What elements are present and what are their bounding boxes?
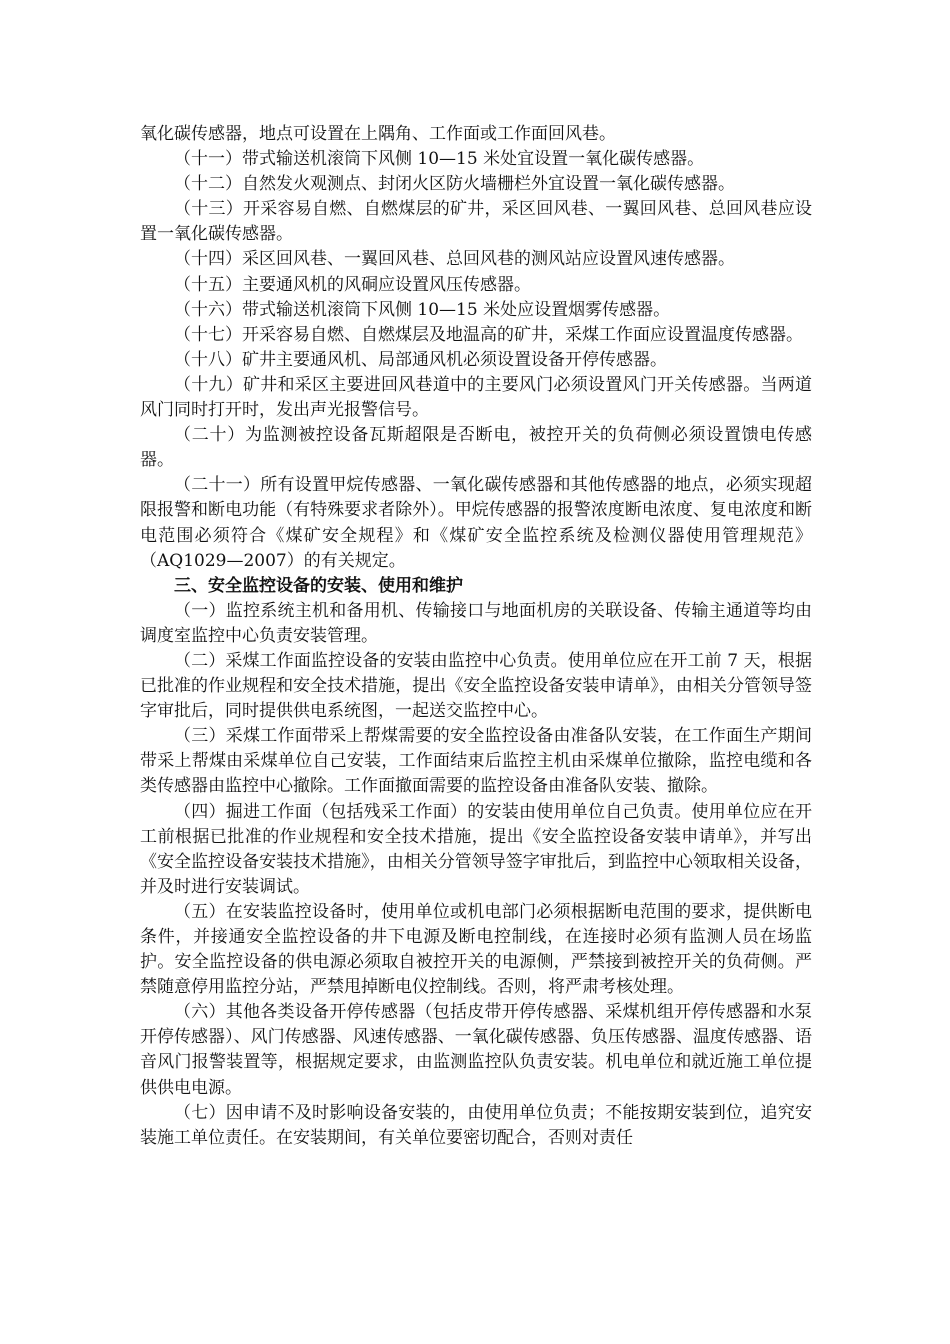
clause-17: （十七）开采容易自燃、自燃煤层及地温高的矿井，采煤工作面应设置温度传感器。 [174,324,803,345]
clause-21: （二十一）所有设置甲烷传感器、一氧化碳传感器和其他传感器的地点，必须实现超限报警和断电功能（有特殊要求者除外）。甲烷传感器的报警浓度断电浓度、复电浓度和断电范围必须符合《煤矿安全规程》和《煤矿安全监控系统及检测仪器使用管理规范》（AQ1029—2007）的有关规定。 [140,475,812,571]
item-2: （二）采煤工作面监控设备的安装由监控中心负责。使用单位应在开工前 7 天，根据已批准的作业规程和安全技术措施，提出《安全监控设备安装申请单》，由相关分管领导签字审批后，同时提供供电系统图，一起送交监控中心。 [140,650,812,722]
clause-14: （十四）采区回风巷、一翼回风巷、总回风巷的测风站应设置风速传感器。 [174,249,735,270]
item-3: （三）采煤工作面带采上帮煤需要的安全监控设备由准备队安装，在工作面生产期间带采上帮煤由采煤单位自己安装，工作面结束后监控主机由采煤单位撤除，监控电缆和各类传感器由监控中心撤除。工作面撤面需要的监控设备由准备队安装、撤除。 [140,726,812,797]
clause-19: （十九）矿井和采区主要进回风巷道中的主要风门必须设置风门开关传感器。当两道风门同时打开时，发出声光报警信号。 [140,374,812,421]
clause-16: （十六）带式输送机滚筒下风侧 10—15 米处应设置烟雾传感器。 [174,299,671,320]
paragraph-continuation: 氧化碳传感器，地点可设置在上隅角、工作面或工作面回风巷。 [140,124,616,144]
clause-13: （十三）开采容易自燃、自燃煤层的矿井，采区回风巷、一翼回风巷、总回风巷应设置一氧化碳传感器。 [140,199,812,245]
clause-18: （十八）矿井主要通风机、局部通风机必须设置设备开停传感器。 [174,349,667,370]
clause-15: （十五）主要通风机的风硐应设置风压传感器。 [174,274,531,295]
item-4: （四）掘进工作面（包括残采工作面）的安装由使用单位自己负责。使用单位应在开工前根据已批准的作业规程和安全技术措施，提出《安全监控设备安装申请单》，并写出《安全监控设备安装技术措施》，由相关分管领导签字审批后，到监控中心领取相关设备，并及时进行安装调试。 [140,801,812,897]
item-1: （一）监控系统主机和备用机、传输接口与地面机房的关联设备、传输主通道等均由调度室监控中心负责安装管理。 [140,600,812,646]
item-7: （七）因申请不及时影响设备安装的，由使用单位负责；不能按期安装到位，追究安装施工单位责任。在安装期间，有关单位要密切配合，否则对责任 [140,1102,812,1148]
clause-12: （十二）自然发火观测点、封闭火区防火墙栅栏外宜设置一氧化碳传感器。 [174,174,735,195]
clause-20: （二十）为监测被控设备瓦斯超限是否断电，被控开关的负荷侧必须设置馈电传感器。 [140,425,812,471]
clause-11: （十一）带式输送机滚筒下风侧 10—15 米处宜设置一氧化碳传感器。 [174,149,705,170]
item-5: （五）在安装监控设备时，使用单位或机电部门必须根据断电范围的要求，提供断电条件，并接通安全监控设备的井下电源及断电控制线，在连接时必须有监测人员在场监护。安全监控设备的供电源必须取自被控开关的电源侧，严禁接到被控开关的负荷侧。严禁随意停用监控分站，严禁甩掉断电仪控制线。否则，将严肃考核处理。 [140,901,812,998]
document-body [140,122,812,1151]
item-6: （六）其他各类设备开停传感器（包括皮带开停传感器、采煤机组开停传感器和水泵开停传感器）、风门传感器、风速传感器、一氧化碳传感器、负压传感器、温度传感器、语音风门报警装置等，根据规定要求，由监测监控队负责安装。机电单位和就近施工单位提供供电电源。 [140,1002,812,1098]
section-heading: 三、安全监控设备的安装、使用和维护 [174,575,463,596]
